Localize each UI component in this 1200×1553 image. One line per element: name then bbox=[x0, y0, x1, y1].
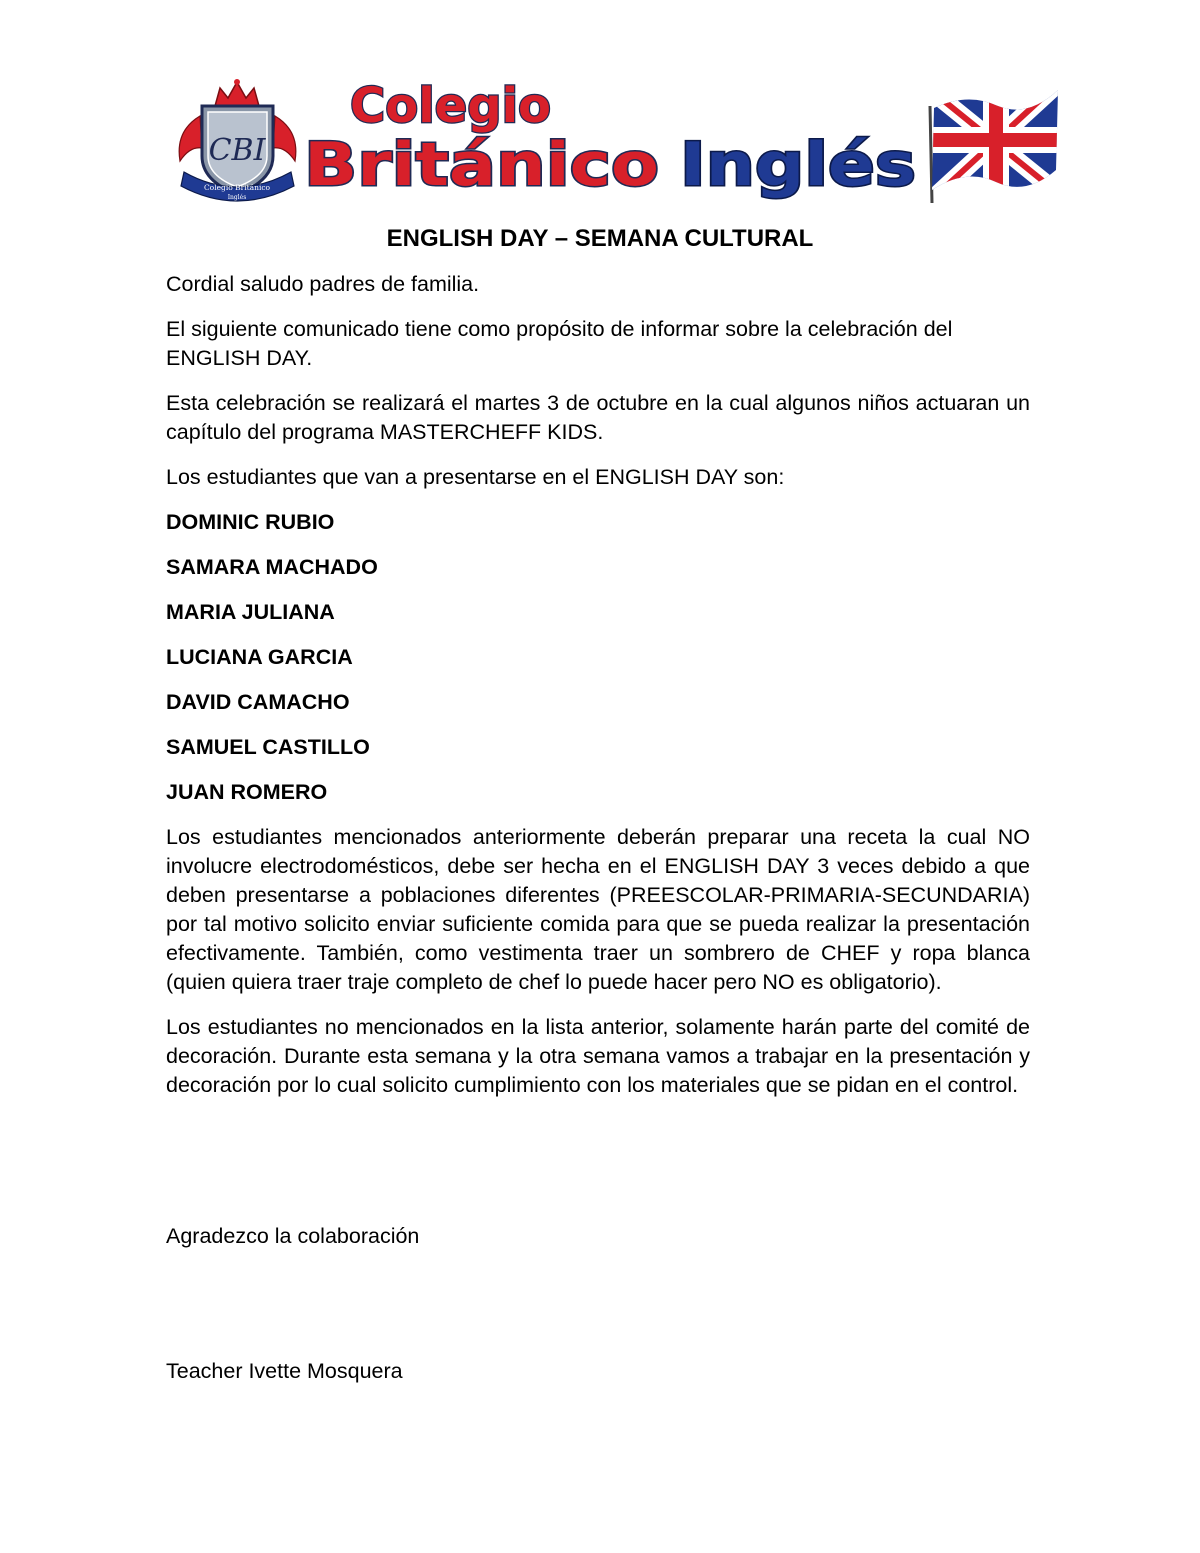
closing-text: Agradezco la colaboración bbox=[166, 1224, 420, 1248]
school-name-logo bbox=[298, 70, 928, 215]
school-crest-logo bbox=[170, 76, 305, 206]
logo-britanico-text: Británico bbox=[304, 130, 659, 200]
student-name: JUAN ROMERO bbox=[166, 780, 328, 804]
date-paragraph: Esta celebración se realizará el martes 3 de octubre en la cual algunos niños actuaran un capítulo del programa MASTERCHEFF KIDS. bbox=[166, 391, 1030, 444]
crest-motto-text: Inglés bbox=[227, 194, 247, 201]
document-title: ENGLISH DAY – SEMANA CULTURAL bbox=[386, 225, 814, 252]
union-jack-flag-icon bbox=[928, 78, 1064, 203]
student-name: SAMUEL CASTILLO bbox=[166, 735, 370, 759]
student-name: MARIA JULIANA bbox=[166, 600, 335, 624]
others-paragraph: Los estudiantes no mencionados en la lista anterior, solamente harán parte del comité de decoración. Durante esta semana y la otra semana vamos a trabajar en la presentación y decoración por lo cual solicito cumplimiento con los materiales que se pidan en el control. bbox=[166, 1015, 1030, 1097]
purpose-paragraph: El siguiente comunicado tiene como propósito de informar sobre la celebración del ENGLISH DAY. bbox=[166, 317, 953, 370]
students-intro-paragraph: Los estudiantes que van a presentarse en el ENGLISH DAY son: bbox=[166, 465, 785, 489]
school-header bbox=[170, 70, 1070, 215]
student-name: LUCIANA GARCIA bbox=[166, 645, 353, 669]
logo-ingles-text: Inglés bbox=[680, 130, 916, 200]
signature-text: Teacher Ivette Mosquera bbox=[166, 1359, 403, 1383]
instructions-paragraph: Los estudiantes mencionados anteriormente deberán preparar una receta la cual NO involucre electrodomésticos, debe ser hecha en el ENGLISH DAY 3 veces debido a que deben presentarse a poblaciones diferentes (PREESCOLAR-PRIMARIA-SECUNDARIA) por tal motivo solicito enviar suficiente comida para que se pueda realizar la presentación efectivamente. También, como vestimenta traer un sombrero de CHEF y ropa blanca (quien quiera traer traje completo de chef lo puede hacer pero NO es obligatorio). bbox=[166, 825, 1030, 994]
crest-ribbon-text: Colegio Británico bbox=[203, 183, 271, 192]
student-name: DOMINIC RUBIO bbox=[166, 510, 335, 534]
letter-body bbox=[166, 270, 1030, 1116]
student-name: SAMARA MACHADO bbox=[166, 555, 378, 579]
logo-colegio-text: Colegio bbox=[350, 78, 551, 134]
student-name: DAVID CAMACHO bbox=[166, 690, 350, 714]
student-list bbox=[166, 508, 1030, 807]
greeting-paragraph: Cordial saludo padres de familia. bbox=[166, 272, 480, 296]
crest-letters: CBI bbox=[208, 133, 266, 168]
